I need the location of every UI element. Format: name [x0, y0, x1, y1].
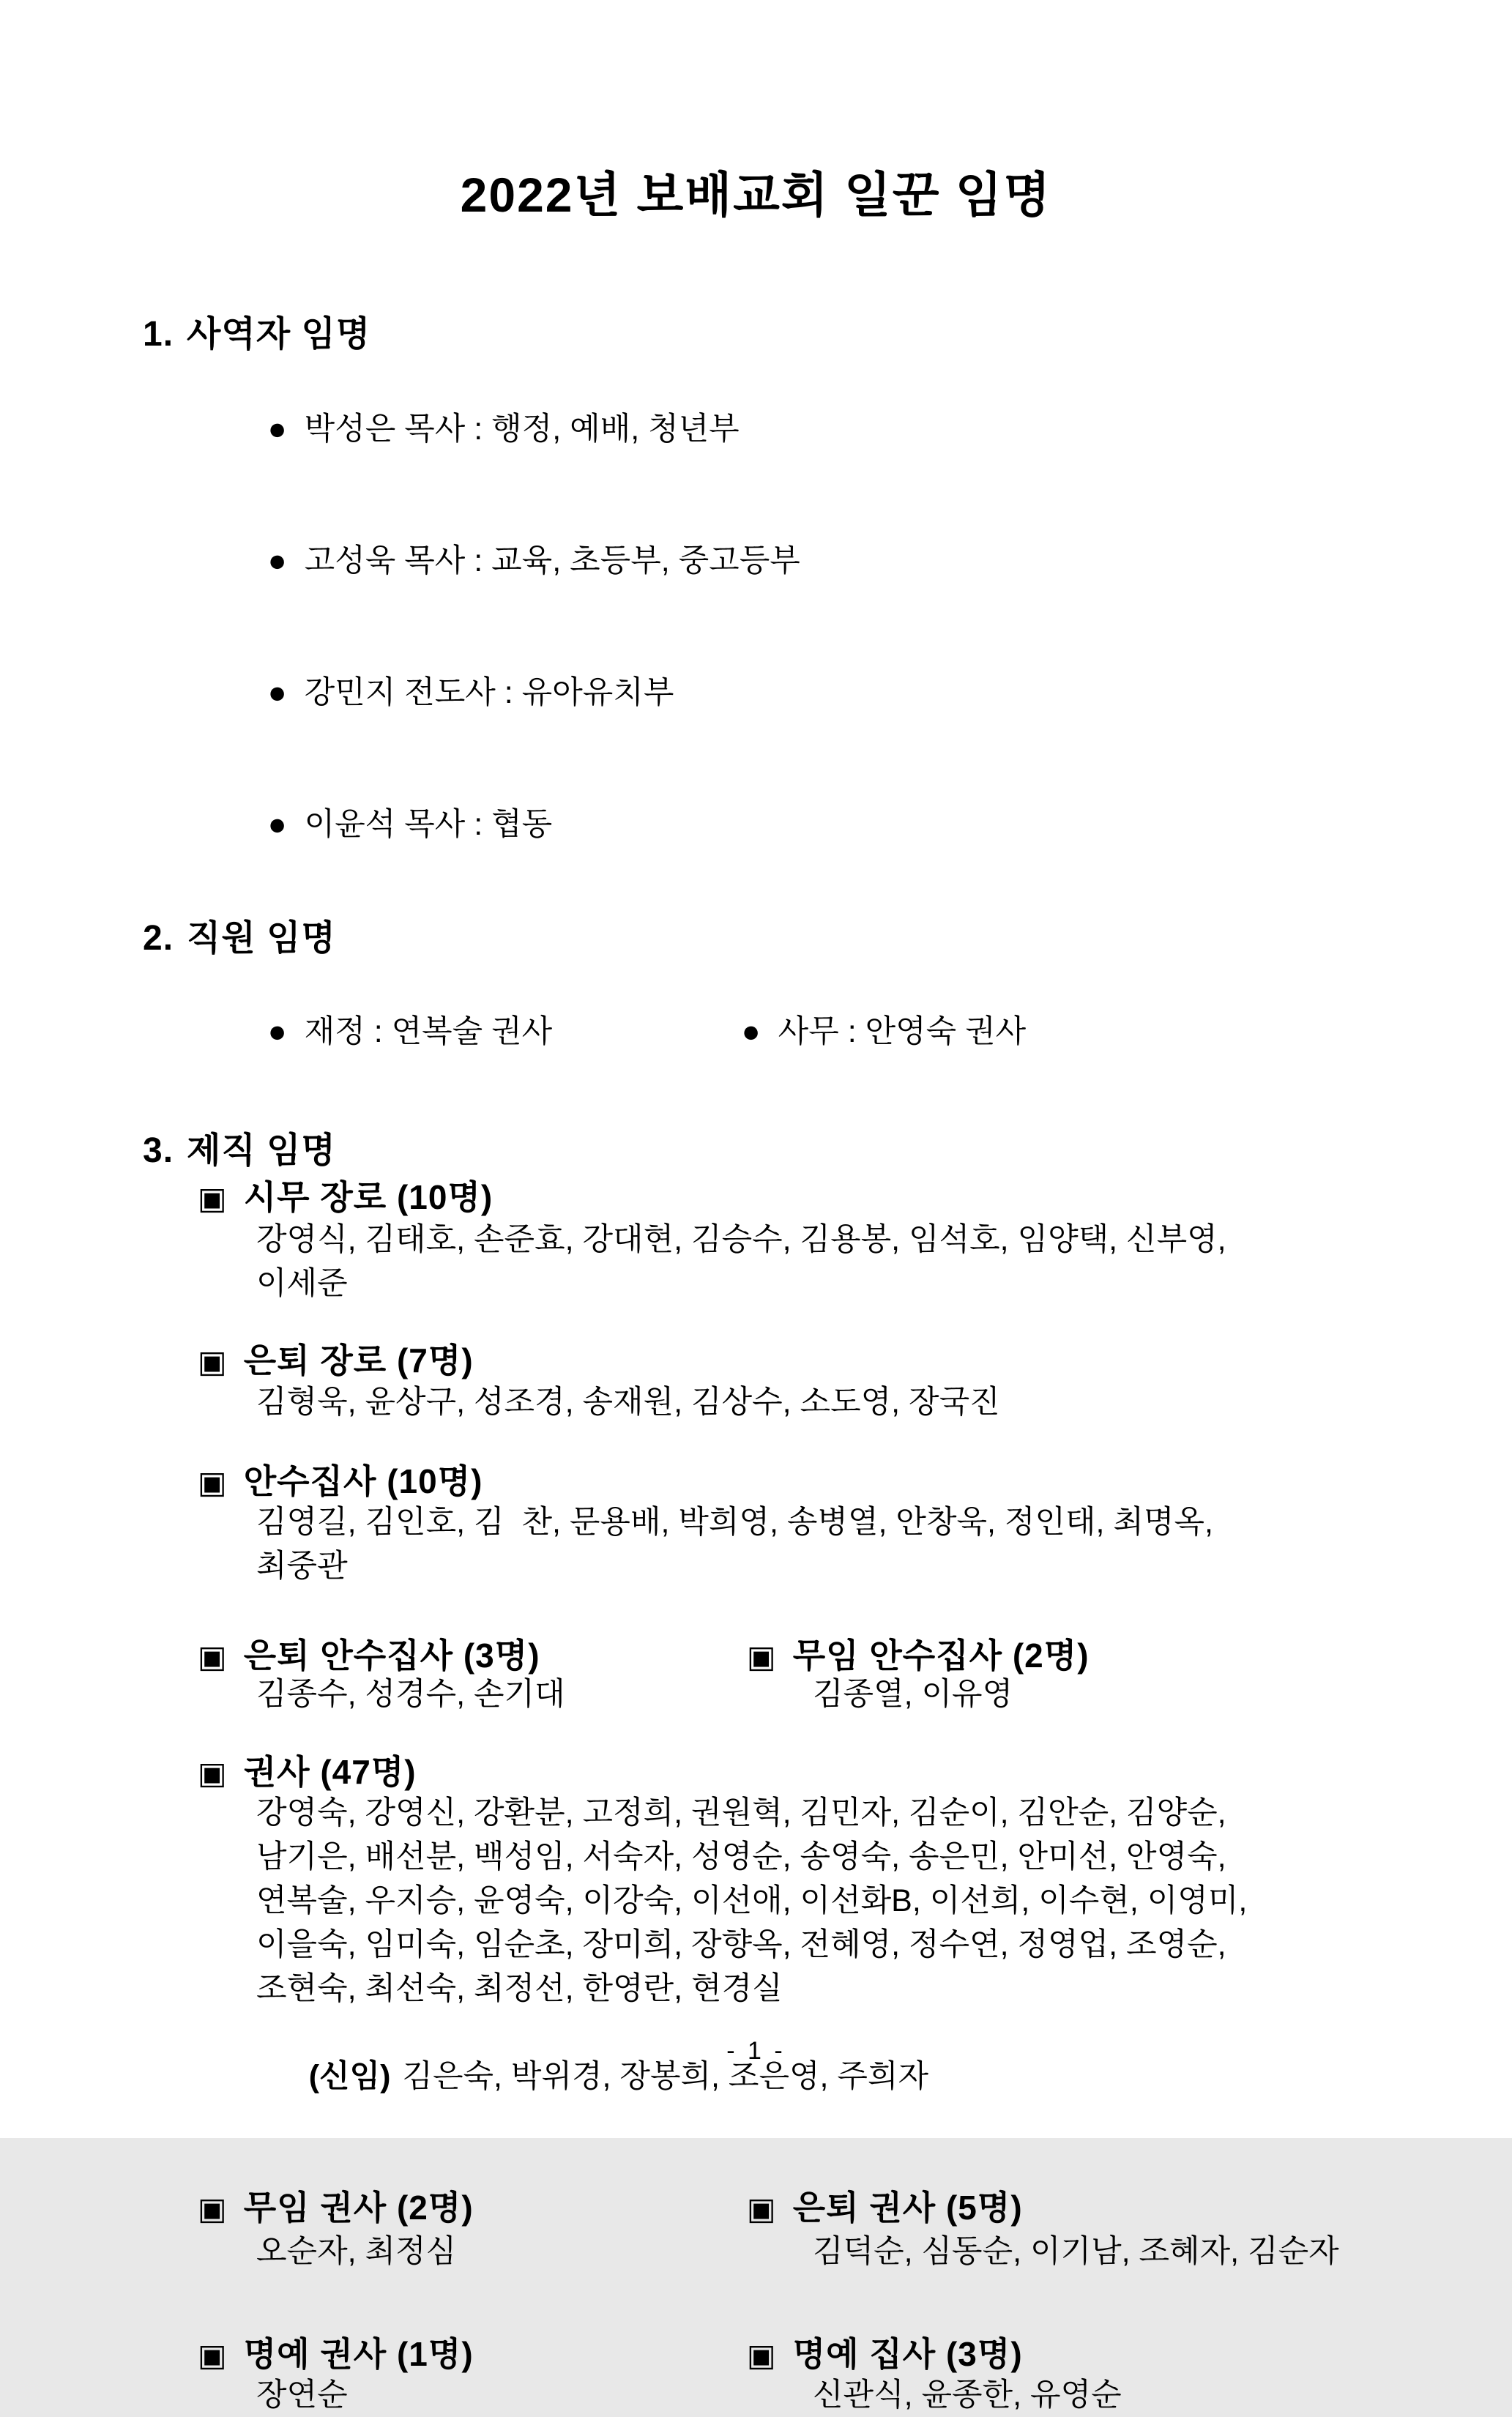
section-2-heading [143, 921, 1512, 956]
names-line: 남기은, 배선분, 백성임, 서숙자, 성영순, 송영숙, 송은민, 안미선, 안영숙, [256, 1839, 1226, 1874]
ordained-deacon-title: 안수집사 (10명) [243, 1462, 483, 1500]
deacon-two-column-headings [0, 1636, 1512, 1675]
names-line: 이을숙, 임미숙, 임순초, 장미희, 장향옥, 전혜영, 정수연, 정영업, 조영순, [256, 1927, 1226, 1962]
square-bullet-icon: ▣ [198, 1181, 228, 1215]
names-line: 이세준 [256, 1266, 348, 1301]
deacon-two-column-names [0, 1672, 1512, 1716]
square-bullet-icon: ▣ [198, 1756, 228, 1790]
square-bullet-icon: ▣ [198, 1344, 228, 1379]
staff-item [689, 966, 1512, 1098]
section-1-heading [143, 317, 1512, 352]
honorary-kwonsa-heading [198, 2337, 747, 2371]
bullet-icon: ● [267, 807, 287, 842]
names-line: 조현숙, 최선숙, 최정선, 한영란, 현경실 [256, 1971, 783, 2006]
serving-elder-heading [198, 1180, 1512, 1214]
retired-kwonsa-names: 김덕순, 심동순, 이기남, 조혜자, 김순자 [813, 2234, 1339, 2269]
names-line: 연복술, 우지승, 윤영숙, 이강숙, 이선애, 이선화B, 이선희, 이수현, 이영미, [256, 1883, 1248, 1918]
staff-entry: 사무 : 안영숙 권사 [778, 1014, 1027, 1049]
minister-item [215, 363, 1512, 495]
serving-elder-names [0, 1218, 1512, 1306]
honorary-kwonsa-names: 장연순 [256, 2377, 348, 2413]
minister-entry: 강민지 전도사 : 유아유치부 [304, 675, 674, 710]
kwonsa-title: 권사 (47명) [243, 1753, 417, 1791]
bullet-icon: ● [741, 1014, 761, 1049]
bullet-icon: ● [267, 1014, 287, 1049]
honorary-deacon-title: 명예 집사 (3명) [792, 2335, 1023, 2373]
section-1-title: 사역자 임명 [187, 315, 371, 354]
retired-elder-names [0, 1380, 1512, 1424]
names-line: 김형욱, 윤상구, 성조경, 송재원, 김상수, 소도영, 장국진 [256, 1385, 1000, 1420]
retired-kwonsa-heading [747, 2189, 1512, 2227]
section-3-heading [143, 1133, 1512, 1169]
names-line: 강영식, 김태호, 손준효, 강대현, 김승수, 김용봉, 임석호, 임양택, 신부영, [256, 1222, 1226, 1257]
minister-entry: 고성욱 목사 : 교육, 초등부, 중고등부 [304, 543, 800, 578]
honorary-two-column-headings [0, 2337, 1512, 2371]
retired-ordained-deacon-names: 김종수, 성경수, 손기대 [256, 1677, 565, 1712]
square-bullet-icon: ▣ [198, 2191, 228, 2226]
serving-elder-title: 시무 장로 (10명) [243, 1178, 494, 1216]
honorary-deacon-names: 신관식, 윤종한, 유영순 [813, 2377, 1122, 2413]
bullet-icon: ● [267, 543, 287, 578]
staff-list [0, 966, 1512, 1098]
unpaid-kwonsa-names: 오순자, 최정심 [256, 2234, 457, 2269]
section-2-title: 직원 임명 [187, 919, 336, 958]
names-line: 강영숙, 강영신, 강환분, 고정희, 권원혁, 김민자, 김순이, 김안순, 김양순, [256, 1795, 1226, 1831]
bullet-icon: ● [267, 675, 287, 710]
honorary-deacon-heading [747, 2337, 1512, 2371]
section-2-number: 2. [143, 919, 174, 958]
kwonsa-heading [198, 1755, 1512, 1789]
minister-entry: 이윤석 목사 : 협동 [304, 807, 553, 842]
honorary-two-column-names [0, 2373, 1512, 2417]
staff-entry: 재정 : 연복술 권사 [304, 1014, 553, 1049]
document-title: 2022년 보배교회 일꾼 임명 [460, 168, 1052, 222]
unpaid-kwonsa-heading [198, 2189, 747, 2227]
section-3-title: 제직 임명 [187, 1131, 336, 1170]
retired-ordained-deacon-title: 은퇴 안수집사 (3명) [243, 1636, 540, 1675]
minister-item [215, 495, 1512, 627]
minister-entry: 박성은 목사 : 행정, 예배, 청년부 [304, 411, 740, 447]
retired-kwonsa-title: 은퇴 권사 (5명) [792, 2189, 1023, 2227]
unpaid-ordained-deacon-title: 무임 안수집사 (2명) [792, 1636, 1090, 1675]
square-bullet-icon: ▣ [747, 2191, 777, 2226]
kwonsa-two-column-names [0, 2230, 1512, 2273]
retired-elder-title: 은퇴 장로 (7명) [243, 1341, 474, 1379]
minister-item [215, 627, 1512, 759]
minister-item [215, 759, 1512, 890]
minister-list [0, 363, 1512, 890]
staff-item [215, 966, 689, 1098]
square-bullet-icon: ▣ [198, 2338, 228, 2372]
section-3-number: 3. [143, 1131, 174, 1170]
square-bullet-icon: ▣ [198, 1639, 228, 1674]
ordained-deacon-heading [198, 1464, 1512, 1498]
retired-elder-heading [198, 1341, 1512, 1379]
names-line: 최중관 [256, 1549, 348, 1584]
names-line: 김영길, 김인호, 김 찬, 문용배, 박희영, 송병열, 안창욱, 정인태, 최명옥, [256, 1505, 1213, 1540]
kwonsa-new-line [256, 2011, 1512, 2142]
unpaid-ordained-deacon-names: 김종열, 이유영 [813, 1677, 1013, 1712]
ordained-deacon-names [0, 1500, 1512, 1588]
page-number: - 1 - [726, 2037, 786, 2065]
retired-ordained-deacon-heading [198, 1636, 747, 1675]
square-bullet-icon: ▣ [198, 1465, 228, 1500]
unpaid-kwonsa-title: 무임 권사 (2명) [243, 2189, 474, 2227]
honorary-kwonsa-title: 명예 권사 (1명) [243, 2335, 474, 2373]
new-member-label: (신임) [308, 2059, 391, 2094]
square-bullet-icon: ▣ [747, 2338, 777, 2372]
unpaid-ordained-deacon-heading [747, 1636, 1512, 1675]
new-member-names: 김은숙, 박위경, 장봉희, 조은영, 주희자 [402, 2059, 929, 2094]
bullet-icon: ● [267, 411, 287, 447]
kwonsa-names [0, 1791, 1512, 2142]
square-bullet-icon: ▣ [747, 1639, 777, 1674]
kwonsa-two-column-headings [0, 2189, 1512, 2227]
section-1-number: 1. [143, 315, 174, 354]
